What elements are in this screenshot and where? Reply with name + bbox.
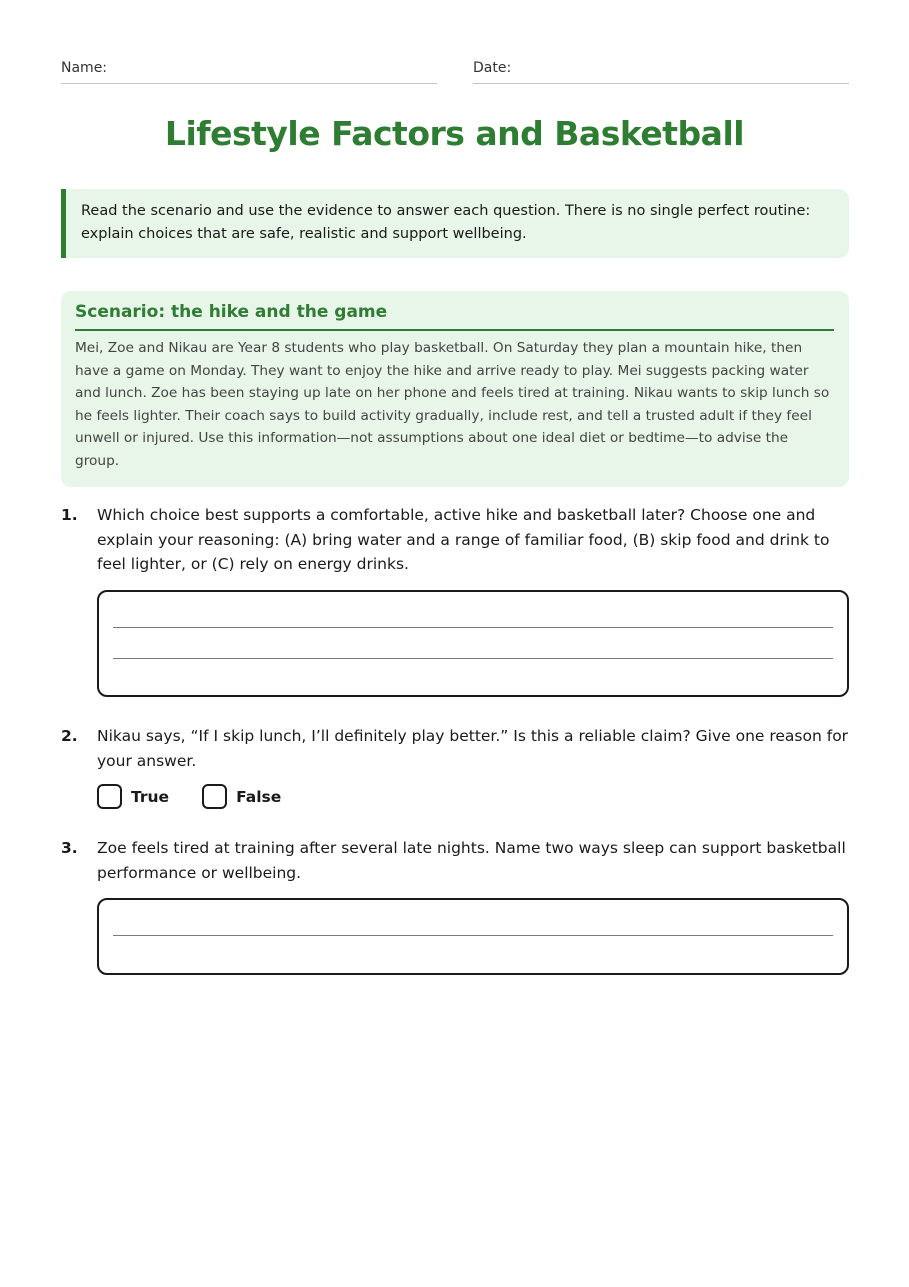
option-true[interactable]	[97, 784, 169, 809]
option-false[interactable]	[202, 784, 281, 809]
answer-line	[113, 658, 833, 659]
question-number: 1.	[61, 506, 78, 524]
name-field[interactable]	[61, 60, 437, 84]
false-label: False	[236, 787, 282, 806]
question-number: 3.	[61, 839, 78, 857]
instructions-callout: Read the scenario and use the evidence to answer each question. There is no single perfect routine: explain choices that are safe, realistic and support wellbeing.	[61, 189, 849, 258]
question-3	[61, 836, 849, 885]
answer-line	[113, 935, 833, 936]
answer-box-1[interactable]	[97, 590, 849, 697]
question-text: Zoe feels tired at training after several late nights. Name two ways sleep can support basketball performance or wellbeing.	[97, 839, 846, 882]
answer-line	[113, 627, 833, 628]
question-text: Nikau says, “If I skip lunch, I’ll definitely play better.” Is this a reliable claim? Give one reason for your answer.	[97, 727, 849, 770]
scenario-text: Mei, Zoe and Nikau are Year 8 students who play basketball. On Saturday they plan a mountain hike, then have a game on Monday. They want to enjoy the hike and arrive ready to play. Mei suggests packing water and lunch. Zoe has been staying up late on her phone and feels tired at training. Nikau wants to skip lunch so he feels lighter. Their coach says to build activity gradually, include rest, and tell a trusted adult if they feel unwell or injured. Use this information—not assumptions about one ideal diet or bedtime—to advise the group.	[75, 340, 830, 469]
date-label: Date:	[473, 60, 512, 76]
false-checkbox[interactable]	[202, 784, 227, 809]
question-text: Which choice best supports a comfortable, active hike and basketball later? Choose one and explain your reasoning: (A) bring water and a range of familiar food, (B) skip food and drink to feel lighter, or (C) rely on energy drinks.	[97, 506, 830, 573]
scenario-panel	[61, 291, 849, 487]
question-number: 2.	[61, 727, 78, 745]
date-field[interactable]	[473, 60, 849, 84]
name-label: Name:	[61, 60, 108, 76]
true-false-options	[97, 784, 314, 809]
true-label: True	[131, 787, 170, 806]
worksheet-title: Lifestyle Factors and Basketball	[164, 114, 745, 153]
answer-box-3[interactable]	[97, 898, 849, 975]
question-2	[61, 724, 849, 773]
scenario-title: Scenario: the hike and the game	[75, 302, 834, 331]
true-checkbox[interactable]	[97, 784, 122, 809]
question-1	[61, 503, 849, 577]
name-date-row	[61, 60, 849, 84]
